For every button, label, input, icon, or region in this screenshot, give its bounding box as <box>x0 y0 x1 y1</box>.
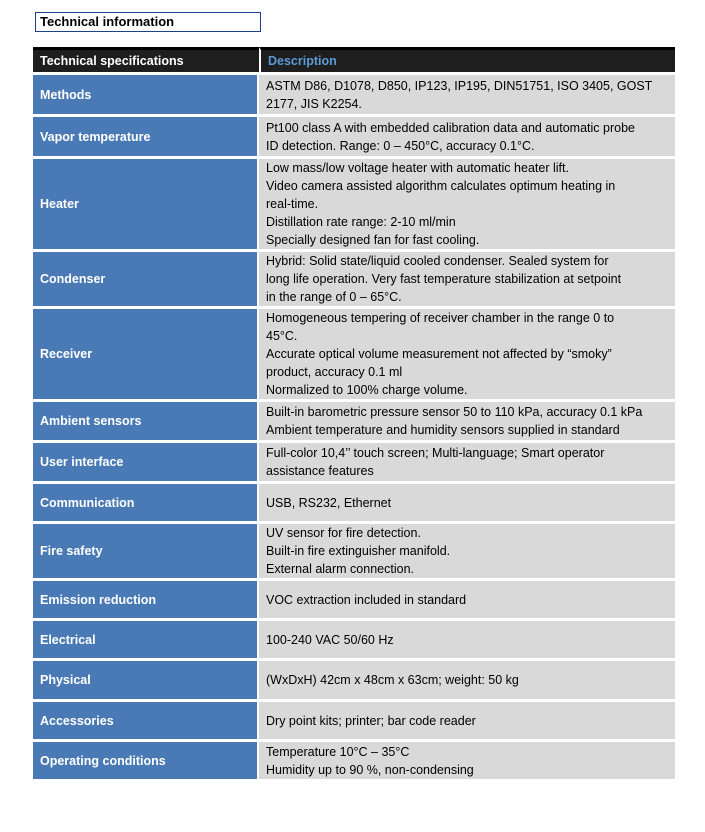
spec-label: Condenser <box>33 249 259 306</box>
table-row <box>33 618 675 658</box>
table-row <box>33 440 675 481</box>
table-row <box>33 156 675 249</box>
spec-label: Accessories <box>33 699 259 739</box>
section-title: Technical information <box>35 12 261 32</box>
spec-label: Methods <box>33 72 259 114</box>
spec-description <box>259 481 675 521</box>
spec-table <box>33 47 675 779</box>
description-line: Accurate optical volume measurement not affected by “smoky” <box>266 347 612 361</box>
table-row <box>33 521 675 578</box>
table-row <box>33 739 675 779</box>
table-row <box>33 72 675 114</box>
table-row <box>33 399 675 440</box>
description-line: in the range of 0 – 65°C. <box>266 290 402 304</box>
header-description: Description <box>259 47 675 72</box>
table-row <box>33 249 675 306</box>
description-line: Humidity up to 90 %, non-condensing <box>266 762 474 777</box>
description-line: Temperature 10°C – 35°C <box>266 744 410 759</box>
description-line: VOC extraction included in standard <box>266 592 467 607</box>
table-row <box>33 699 675 739</box>
description-line: Hybrid: Solid state/liquid cooled condenser. Sealed system for <box>266 254 609 268</box>
description-line: product, accuracy 0.1 ml <box>266 365 403 379</box>
description-line: External alarm connection. <box>266 562 414 576</box>
spec-label: Receiver <box>33 306 259 399</box>
spec-label: Ambient sensors <box>33 399 259 440</box>
description-line: Ambient temperature and humidity sensors supplied in standard <box>266 423 620 437</box>
description-line: Distillation rate range: 2-10 ml/min <box>266 215 456 229</box>
spec-label: Emission reduction <box>33 578 259 618</box>
description-line: ID detection. Range: 0 – 450°C, accuracy 0.1°C. <box>266 138 535 153</box>
description-line: Video camera assisted algorithm calculates optimum heating in <box>266 179 616 193</box>
description-line: real-time. <box>266 197 319 211</box>
spec-description <box>259 658 675 699</box>
spec-description <box>259 440 675 481</box>
description-line: USB, RS232, Ethernet <box>266 495 392 510</box>
spec-description <box>259 156 675 249</box>
description-line: Built-in barometric pressure sensor 50 to 110 kPa, accuracy 0.1 kPa <box>266 405 643 419</box>
table-row <box>33 481 675 521</box>
description-line: (WxDxH) 42cm x 48cm x 63cm; weight: 50 kg <box>266 673 519 687</box>
spec-label: Communication <box>33 481 259 521</box>
spec-description <box>259 399 675 440</box>
table-header-row <box>33 47 675 72</box>
spec-description <box>259 114 675 156</box>
description-line: Dry point kits; printer; bar code reader <box>266 713 476 728</box>
description-line: ASTM D86, D1078, D850, IP123, IP195, DIN51751, ISO 3405, GOST <box>266 78 653 93</box>
spec-label: Fire safety <box>33 521 259 578</box>
description-line: Low mass/low voltage heater with automatic heater lift. <box>266 161 569 175</box>
table-row <box>33 578 675 618</box>
table-row <box>33 114 675 156</box>
description-line: Pt100 class A with embedded calibration data and automatic probe <box>266 120 635 135</box>
spec-description <box>259 306 675 399</box>
description-line: 45°C. <box>266 329 298 343</box>
spec-description <box>259 72 675 114</box>
description-line: 2177, JIS K2254. <box>266 96 362 111</box>
table-body <box>33 72 675 779</box>
description-line: Normalized to 100% charge volume. <box>266 383 468 397</box>
description-line: 100-240 VAC 50/60 Hz <box>266 632 394 647</box>
spec-description <box>259 739 675 779</box>
description-line: UV sensor for fire detection. <box>266 526 421 540</box>
spec-description <box>259 578 675 618</box>
table-row <box>33 306 675 399</box>
spec-label: Physical <box>33 658 259 699</box>
header-spec: Technical specifications <box>33 47 259 72</box>
spec-description <box>259 521 675 578</box>
description-line: assistance features <box>266 464 374 478</box>
spec-label: Operating conditions <box>33 739 259 779</box>
description-line: Built-in fire extinguisher manifold. <box>266 544 451 558</box>
spec-description <box>259 699 675 739</box>
description-line: long life operation. Very fast temperature stabilization at setpoint <box>266 272 622 286</box>
description-line: Homogeneous tempering of receiver chamber in the range 0 to <box>266 311 615 325</box>
table-row <box>33 658 675 699</box>
description-line: Specially designed fan for fast cooling. <box>266 233 480 247</box>
spec-description <box>259 618 675 658</box>
spec-label: Electrical <box>33 618 259 658</box>
spec-label: Heater <box>33 156 259 249</box>
description-line: Full-color 10,4’’ touch screen; Multi-language; Smart operator <box>266 446 605 460</box>
spec-label: Vapor temperature <box>33 114 259 156</box>
spec-label: User interface <box>33 440 259 481</box>
spec-description <box>259 249 675 306</box>
